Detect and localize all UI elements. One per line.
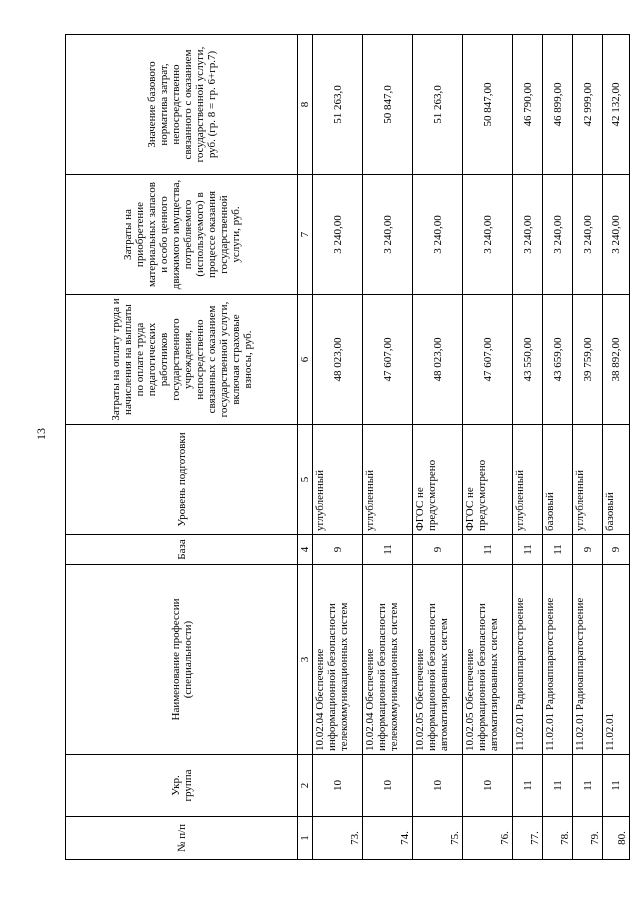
base-cell: 9 (573, 535, 603, 565)
total-cost: 42 999,00 (573, 35, 603, 175)
header-cell: Затраты на оплату труда и начисления на выплаты по оплате труда педагогических работников государственного учреждения, непосредственно связанных с оказанием государственной услуги, включая страховые взносы, руб. (66, 295, 298, 425)
level-cell: базовый (543, 425, 573, 535)
page-number: 13 (34, 428, 48, 440)
column-number: 4 (298, 535, 313, 565)
cost-standards-table (65, 34, 630, 860)
profession-name: 11.02.01 Радиоаппаратостроение (513, 565, 543, 755)
column-number: 7 (298, 175, 313, 295)
total-cost: 42 132,00 (603, 35, 630, 175)
total-cost: 51 263,0 (313, 35, 363, 175)
group-cell: 10 (313, 755, 363, 817)
level-cell: углубленный (313, 425, 363, 535)
group-cell: 11 (513, 755, 543, 817)
table-row (543, 35, 573, 860)
profession-name: 11.02.01 Радиоаппаратостроение (543, 565, 573, 755)
group-cell: 10 (463, 755, 513, 817)
labor-cost: 38 892,00 (603, 295, 630, 425)
materials-cost: 3 240,00 (313, 175, 363, 295)
header-cell: Укр. группа (66, 755, 298, 817)
total-cost: 46 790,00 (513, 35, 543, 175)
table-row (513, 35, 543, 860)
table-row (313, 35, 363, 860)
rotated-table-wrapper (65, 35, 628, 860)
materials-cost: 3 240,00 (413, 175, 463, 295)
base-cell: 11 (363, 535, 413, 565)
materials-cost: 3 240,00 (543, 175, 573, 295)
header-cell: Затраты на приобретение материальных запасов и особо ценного движимого имущества, потребляемого (используемого) в процессе оказания государственной услуги, руб. (66, 175, 298, 295)
table-row (413, 35, 463, 860)
level-cell: ФГОС не предусмотрено (463, 425, 513, 535)
table-row (363, 35, 413, 860)
base-cell: 9 (603, 535, 630, 565)
row-number: 73. (313, 817, 363, 860)
column-number: 2 (298, 755, 313, 817)
column-number-row (298, 35, 313, 860)
base-cell: 11 (513, 535, 543, 565)
materials-cost: 3 240,00 (463, 175, 513, 295)
profession-name: 10.02.05 Обеспечение информационной безопасности автоматизированных систем (413, 565, 463, 755)
materials-cost: 3 240,00 (573, 175, 603, 295)
labor-cost: 47 607,00 (363, 295, 413, 425)
row-number: 78. (543, 817, 573, 860)
total-cost: 50 847,00 (463, 35, 513, 175)
materials-cost: 3 240,00 (603, 175, 630, 295)
base-cell: 11 (543, 535, 573, 565)
labor-cost: 43 550,00 (513, 295, 543, 425)
group-cell: 10 (363, 755, 413, 817)
row-number: 76. (463, 817, 513, 860)
base-cell: 9 (313, 535, 363, 565)
total-cost: 50 847,0 (363, 35, 413, 175)
header-cell: Уровень подготовки (66, 425, 298, 535)
header-cell: Значение базового норматива затрат, непосредственно связанного с оказанием государственной услуги, руб. (гр. 8 = гр. 6+гр.7) (66, 35, 298, 175)
labor-cost: 43 659,00 (543, 295, 573, 425)
labor-cost: 48 023,00 (413, 295, 463, 425)
column-number: 5 (298, 425, 313, 535)
labor-cost: 47 607,00 (463, 295, 513, 425)
labor-cost: 39 759,00 (573, 295, 603, 425)
header-cell: № п/п (66, 817, 298, 860)
row-number: 74. (363, 817, 413, 860)
group-cell: 10 (413, 755, 463, 817)
profession-name: 11.02.01 Радиоаппаратостроение (573, 565, 603, 755)
level-cell: базовый (603, 425, 630, 535)
header-row (66, 35, 298, 860)
profession-name: 10.02.04 Обеспечение информационной безопасности телекоммуникационных систем (313, 565, 363, 755)
labor-cost: 48 023,00 (313, 295, 363, 425)
materials-cost: 3 240,00 (513, 175, 543, 295)
column-number: 6 (298, 295, 313, 425)
level-cell: углубленный (573, 425, 603, 535)
group-cell: 11 (603, 755, 630, 817)
level-cell: ФГОС не предусмотрено (413, 425, 463, 535)
group-cell: 11 (573, 755, 603, 817)
table-row (603, 35, 630, 860)
row-number: 77. (513, 817, 543, 860)
group-cell: 11 (543, 755, 573, 817)
base-cell: 9 (413, 535, 463, 565)
row-number: 80. (603, 817, 630, 860)
level-cell: углубленный (513, 425, 543, 535)
total-cost: 51 263,0 (413, 35, 463, 175)
header-cell: Наименование профессии (специальности) (66, 565, 298, 755)
table-row (573, 35, 603, 860)
total-cost: 46 899,00 (543, 35, 573, 175)
column-number: 8 (298, 35, 313, 175)
profession-name: 11.02.01 (603, 565, 630, 755)
level-cell: углубленный (363, 425, 413, 535)
column-number: 3 (298, 565, 313, 755)
table-row (463, 35, 513, 860)
row-number: 79. (573, 817, 603, 860)
profession-name: 10.02.05 Обеспечение информационной безопасности автоматизированных систем (463, 565, 513, 755)
materials-cost: 3 240,00 (363, 175, 413, 295)
row-number: 75. (413, 817, 463, 860)
column-number: 1 (298, 817, 313, 860)
base-cell: 11 (463, 535, 513, 565)
profession-name: 10.02.04 Обеспечение информационной безопасности телекоммуникационных систем (363, 565, 413, 755)
header-cell: База (66, 535, 298, 565)
